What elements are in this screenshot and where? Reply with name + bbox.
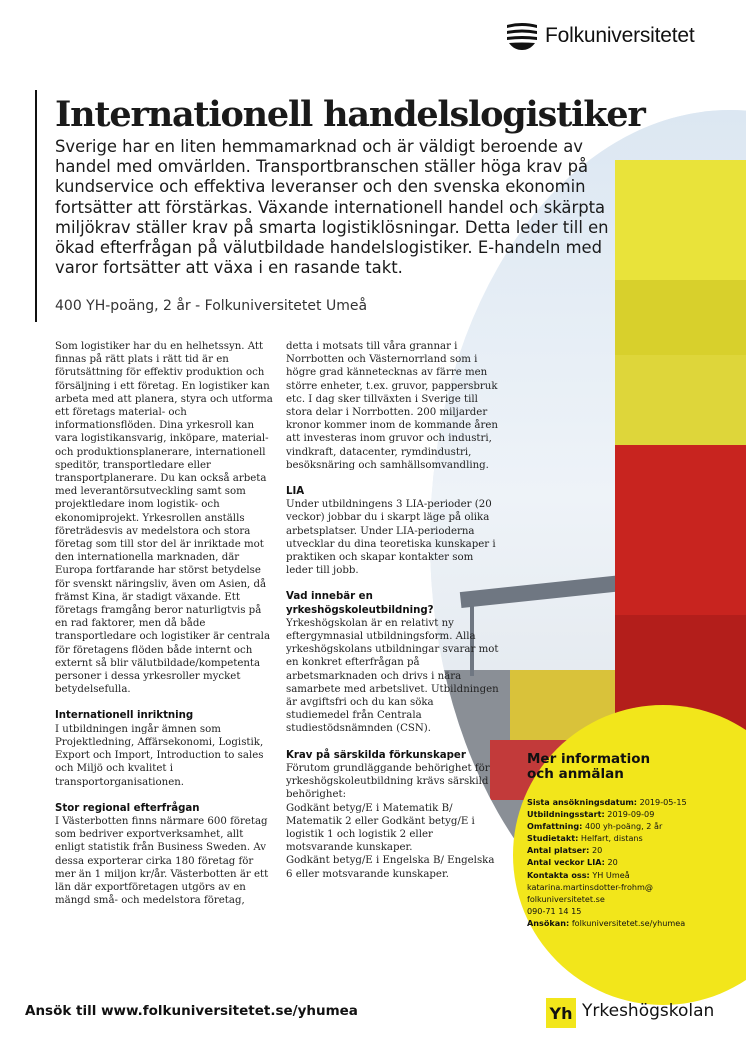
info-label: Utbildningsstart:	[527, 809, 605, 820]
info-value: 2019-05-15	[637, 797, 687, 807]
paragraph: detta i motsats till våra grannar i Norrbotten och Västernorrland som i högre grad kännetecknas av färre men större enheter, t.ex. gruvor, pappersbruk etc. I dag sker tillväxten i Sverige till stora delar i Norrbotten. 200 miljarder kronor kommer inom de kommande åren att investeras inom gruvor och industri, vindkraft, datacenter, rymdindustri, besöksnäring och samhällsomvandling.	[286, 341, 498, 471]
paragraph: I utbildningen ingår ämnen som Projektledning, Affärsekonomi, Logistik, Export och Import, Introduction to sales och Miljö och kvalitet i transportorganisationen.	[55, 723, 264, 788]
apply-cta-link[interactable]: Ansök till www.folkuniversitetet.se/yhumea	[25, 1003, 358, 1019]
program-meta: 400 YH-poäng, 2 år - Folkuniversitetet Umeå	[55, 298, 368, 314]
contact-email[interactable]: katarina.martinsdotter-frohm@	[527, 881, 654, 892]
info-row	[527, 917, 727, 929]
info-row	[527, 844, 727, 856]
section-heading: Krav på särskilda förkunskaper	[286, 749, 466, 761]
info-label: Omfattning:	[527, 821, 583, 832]
section-heading: Stor regional efterfrågan	[55, 802, 200, 814]
contact-phone[interactable]: 090-71 14 15	[527, 905, 582, 916]
paragraph: Som logistiker har du en helhetssyn. Att finnas på rätt plats i rätt tid är en förutsättning för effektiv produktion och försäljning i ett företag. En logistiker kan arbeta med att planera, styra och utforma ett företags material- och informationsflöden. Dina yrkesroll kan vara logistikansvarig, inköpare, material- och produktionsplanerare, internationell speditör, transportledare eller transportplanerare. Du kan också arbeta med leverantörsutveckling samt som projektledare inom logistik- och ekonomiprojekt. Yrkesrollen anställs företrädesvis av medelstora och stora företag som till stor del är inriktade mot den internationella marknaden, där Europa fortfarande har störst betydelse för svenskt näringsliv, även om Asien, då främst Kina, är stadigt växande. Ett företags framgång beror naturligtvis på en rad faktorer, men då både transportledare och logistiker är centrala för företagens flöden både internt och externt så blir välutbildade/kompetenta personer i dessa yrkesroller mycket betydelsefulla.	[55, 341, 273, 696]
info-title	[527, 752, 650, 782]
section-heading: yrkeshögskoleutbildning?	[286, 604, 434, 616]
info-label: Ansökan:	[527, 917, 570, 928]
section-heading: Vad innebär en	[286, 591, 373, 603]
paragraph: Godkänt betyg/E i Engelska B/ Engelska 6 eller motsvarande kunskaper.	[286, 855, 495, 880]
section-heading: Internationell inriktning	[55, 710, 194, 722]
info-label: Antal platser:	[527, 845, 590, 856]
apply-link[interactable]: folkuniversitetet.se/yhumea	[569, 917, 686, 928]
info-value: 400 yh-poäng, 2 år	[582, 821, 663, 832]
info-value: 20	[604, 857, 618, 868]
info-title-line: och anmälan	[527, 766, 624, 782]
paragraph: Under utbildningens 3 LIA-perioder (20 veckor) jobbar du i skarpt läge på olika arbetsplatser. Under LIA-perioderna utvecklar du dina teoretiska kunskaper i praktiken och skapar kontakter som leder till jobb.	[286, 499, 496, 577]
info-title-line: Mer information	[527, 751, 651, 767]
contact-email[interactable]: folkuniversitetet.se	[527, 893, 605, 904]
info-row	[527, 832, 727, 844]
brand-logo	[505, 22, 695, 50]
info-value: Helfart, distans	[578, 833, 643, 844]
info-value: 20	[589, 845, 603, 856]
info-row	[527, 869, 727, 881]
paragraph: Förutom grundläggande behörighet för yrkeshögskoleutbildning krävs särskild behörighet:	[286, 762, 490, 801]
brand-name: Folkuniversitetet	[545, 24, 695, 47]
info-label: Antal veckor LIA:	[527, 857, 605, 868]
info-row	[527, 808, 727, 820]
yh-logo-name: Yrkeshögskolan	[582, 1001, 715, 1021]
info-value: YH Umeå	[589, 869, 630, 880]
section-heading: LIA	[286, 486, 305, 498]
info-value: 2019-09-09	[604, 809, 655, 820]
info-label: Sista ansökningsdatum:	[527, 797, 638, 807]
yh-logo-badge: Yh	[546, 998, 576, 1028]
info-row	[527, 796, 727, 808]
paragraph: Yrkeshögskolan är en relativt ny eftergymnasial utbildningsform. Alla yrkeshögskolans utbildningar svarar mot en konkret efterfrågan på arbetsmarknaden och drivs i nära samarbete med arbetslivet. Utbildningen är avgiftsfri och du kan söka studiemedel från Centrala studiestödsnämnden (CSN).	[286, 617, 499, 735]
paragraph: I Västerbotten finns närmare 600 företag som bedriver exportverksamhet, allt enligt statistik från Business Sweden. Av dessa exporterar cirka 180 företag för mer än 1 miljon kr/år. Västerbotten är ett län där exportföretagen utgörs av en mängd små- och medelstora företag,	[55, 815, 269, 907]
folkuniversitetet-emblem-icon	[505, 22, 539, 50]
info-row	[527, 820, 727, 832]
paragraph: Godkänt betyg/E i Matematik B/ Matematik 2 eller Godkänt betyg/E i logistik 1 och logistik 2 eller motsvarande kunskaper.	[286, 802, 475, 854]
title-rule	[35, 90, 37, 322]
page-title: Internationell handelslogistiker	[55, 94, 645, 135]
info-list	[527, 796, 727, 929]
info-label: Kontakta oss:	[527, 869, 590, 880]
info-row	[527, 856, 727, 868]
text-column-1	[55, 340, 275, 907]
intro-text: Sverige har en liten hemmamarknad och är väldigt beroende av handel med omvärlden. Transportbranschen ställer höga krav på kundservice och effektiva leveranser och den svenska ekonomin fortsätter att förstärkas. Växande internationell handel och skärpta miljökrav ställer krav på smarta logistiklösningar. Detta leder till en ökad efterfrågan på välutbildade handelslogistiker. E-handeln med varor fortsätter att växa i en rasande takt.	[55, 137, 609, 278]
text-column-2	[286, 340, 500, 881]
info-label: Studietakt:	[527, 833, 579, 844]
